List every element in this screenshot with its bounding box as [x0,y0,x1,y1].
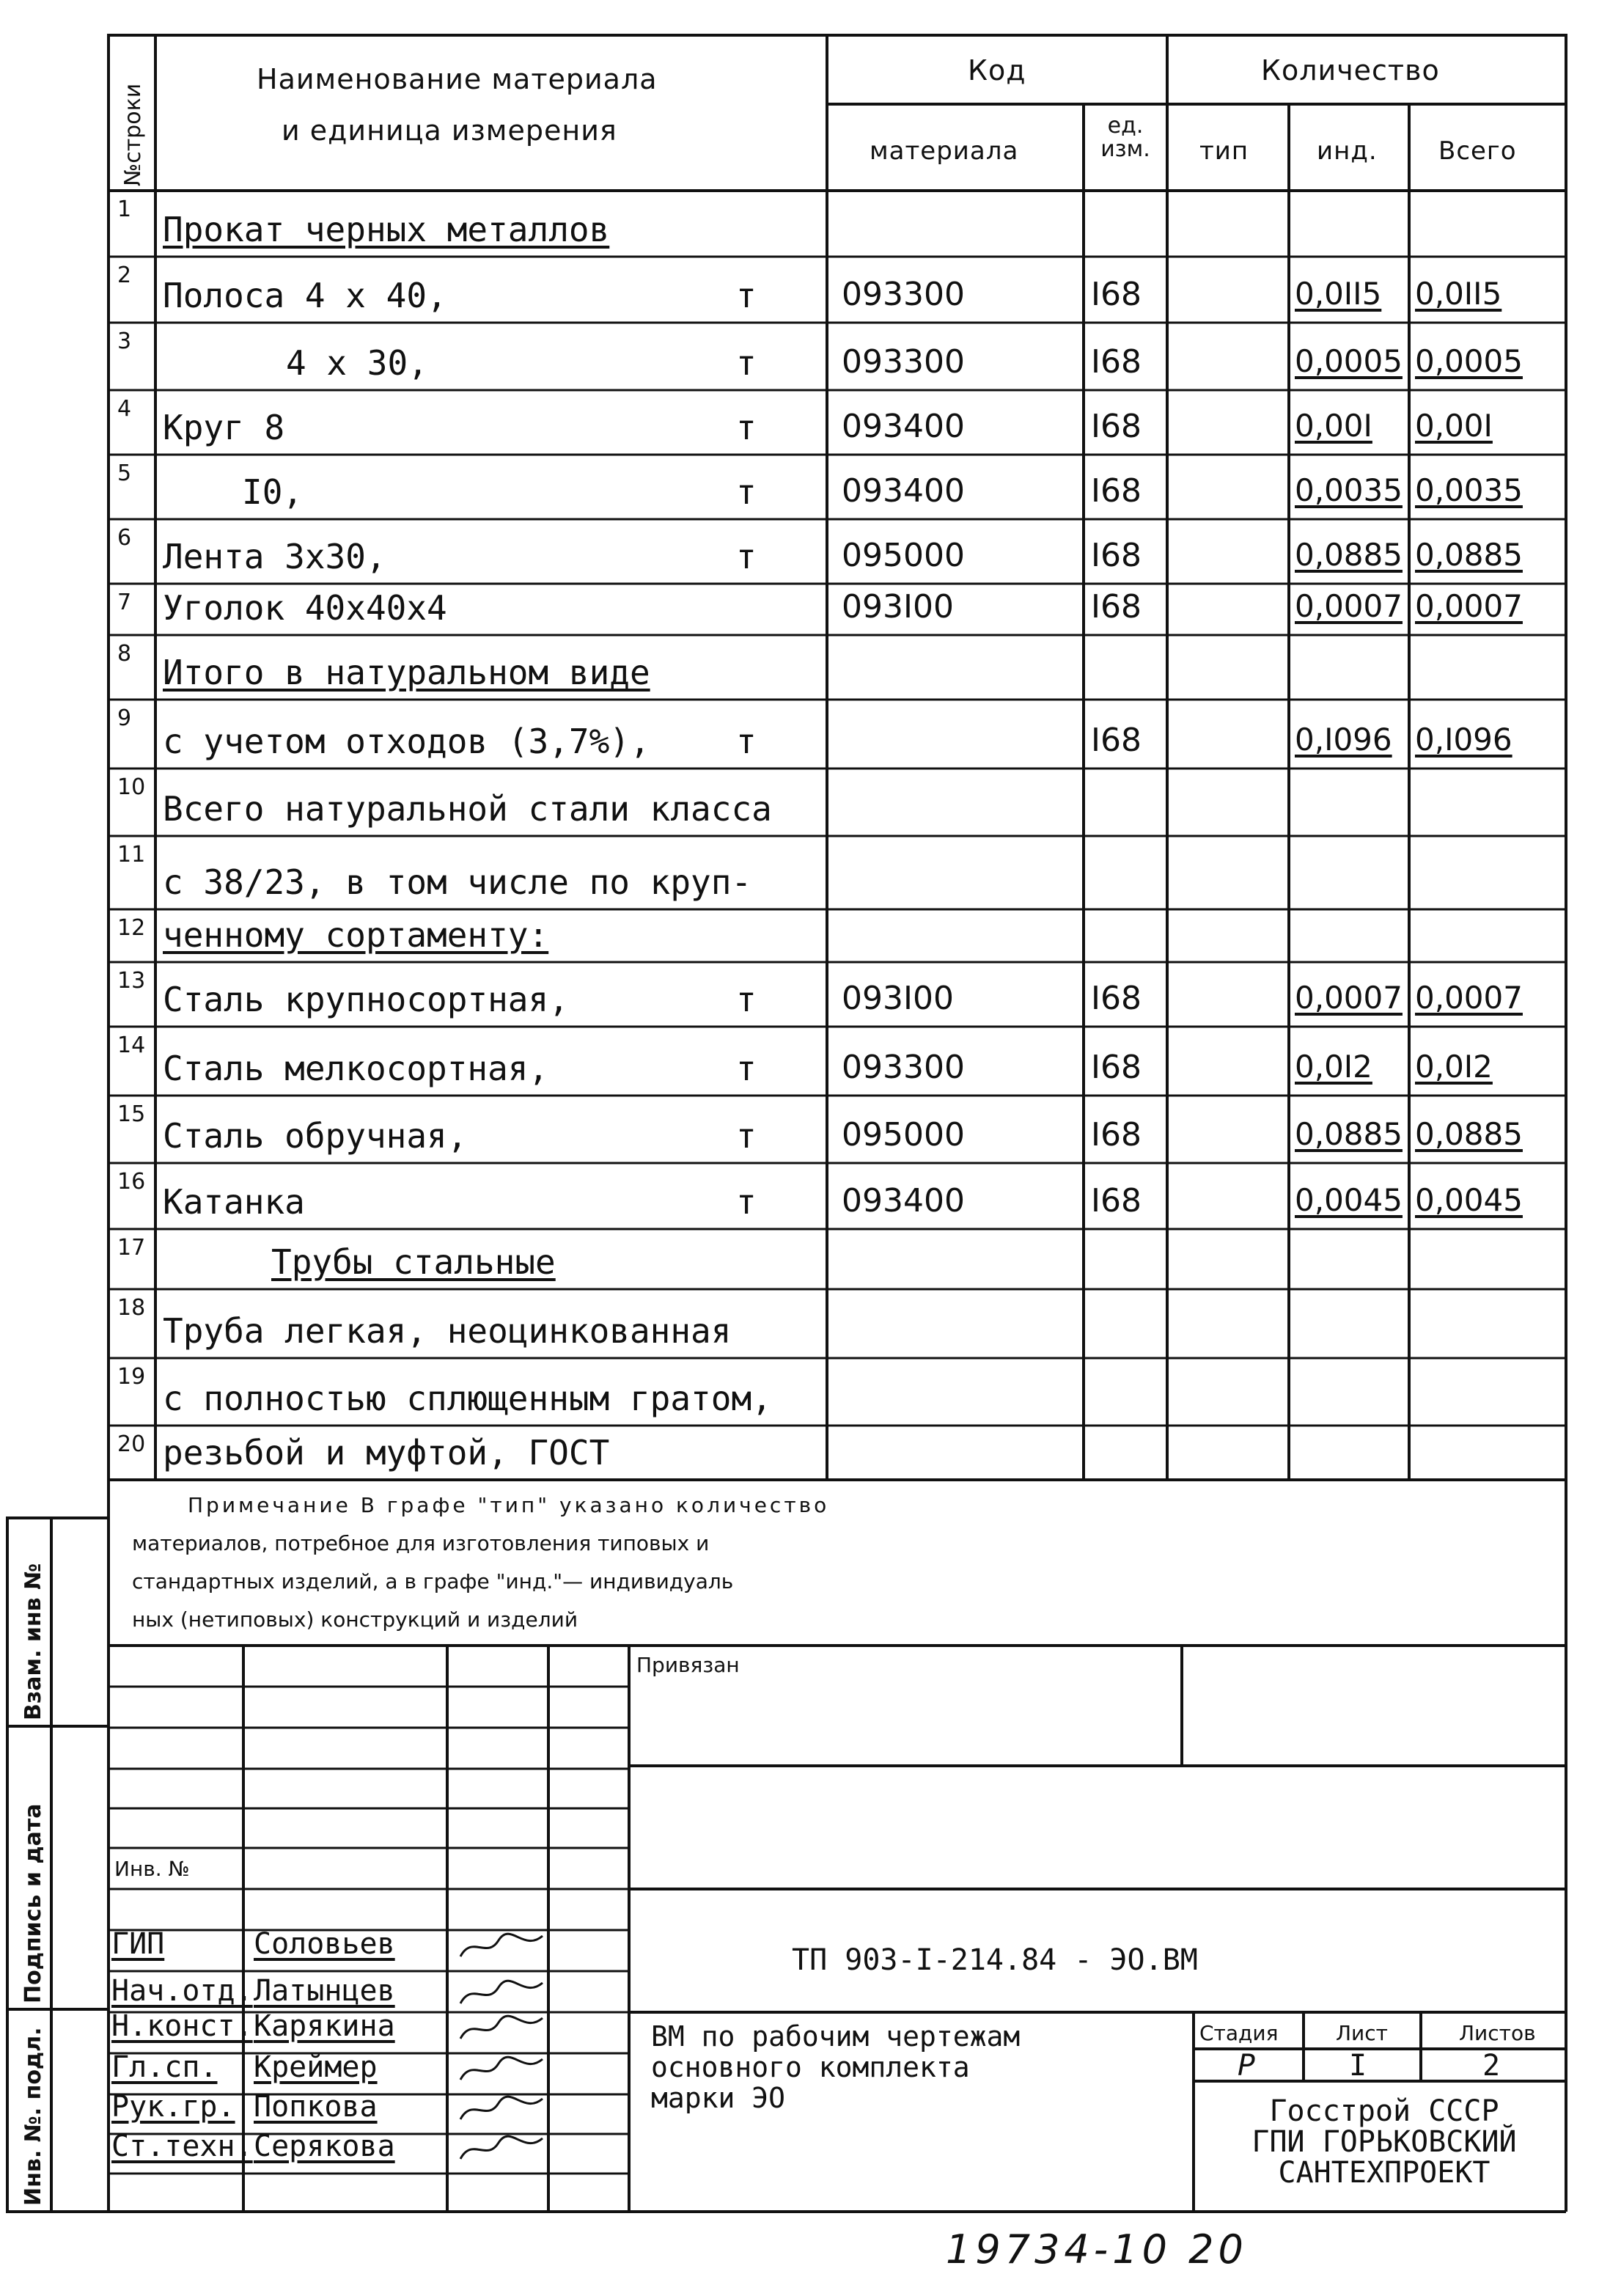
total-header: Всего [1438,136,1517,166]
unit-label: т [736,722,757,761]
total-quantity: 0,0I2 [1415,1049,1493,1085]
ind-quantity: 0,0885 [1295,537,1403,573]
total-quantity: 0,0II5 [1415,276,1502,312]
material-code: 093I00 [842,980,954,1017]
ind-quantity: 0,0007 [1295,980,1403,1016]
ind-quantity: 0,0035 [1295,472,1403,508]
material-name: резьбой и муфтой, ГОСТ [163,1433,610,1472]
org-line2: ГПИ ГОРЬКОВСКИЙ [1251,2125,1517,2159]
row-number: 13 [117,968,146,994]
privyazan-label: Привязан [636,1653,740,1677]
row-number: 20 [117,1431,146,1457]
row-number: 10 [117,774,146,800]
note-line2: материалов, потребное для изготовления типовых и [132,1531,710,1555]
ind-header: инд. [1317,136,1378,166]
row-number: 1 [117,197,132,222]
material-name: Итого в натуральном виде [163,653,650,692]
row-number: 18 [117,1295,146,1321]
signature-scribble [457,2012,545,2050]
title-line1: ВМ по рабочим чертежам [651,2020,1021,2053]
row-number: 8 [117,641,132,667]
signatory-name: Серякова [254,2130,395,2163]
material-name: ченному сортаменту: [163,915,549,955]
org-line3: САНТЕХПРОЕКТ [1278,2156,1490,2190]
total-quantity: 0,0007 [1415,588,1523,624]
signature-scribble [457,1977,545,2015]
organization [1202,2096,1566,2188]
row-number: 14 [117,1033,146,1058]
sheets-label: Листов [1459,2021,1536,2045]
ind-quantity: 0,0I2 [1295,1049,1372,1085]
name-header-line2: и единица измерения [282,114,617,147]
material-name: с полностью сплющенным гратом, [163,1379,772,1418]
stage-label: Стадия [1199,2021,1279,2045]
signatory-role: Ст.техн. [111,2130,253,2163]
unit-code: I68 [1091,980,1142,1017]
unit-header-line2: изм. [1100,136,1150,162]
drawing-designation: ТП 903-I-214.84 - ЭО.ВМ [792,1943,1198,1977]
unit-label: т [736,276,757,315]
row-number: 6 [117,525,132,551]
row-number: 2 [117,263,132,288]
row-number: 15 [117,1101,146,1127]
signatory-role: ГИП [111,1927,165,1961]
material-name: I0, [242,472,304,512]
total-quantity: 0,0007 [1415,980,1523,1016]
signatory-role: Гл.сп. [111,2050,218,2084]
row-number: 16 [117,1169,146,1195]
material-code-header: материала [870,136,1019,166]
unit-code: I68 [1091,1182,1142,1219]
row-number-header: №строки [120,83,146,186]
unit-label: т [736,980,757,1019]
material-code: 093400 [842,1182,965,1219]
material-name: Трубы стальные [271,1242,556,1282]
total-quantity: 0,0885 [1415,1116,1523,1152]
material-name: Полоса 4 х 40, [163,276,447,315]
signature-scribble [457,2132,545,2171]
margin-vzam-inv: Взам. инв № [21,1563,46,1720]
ind-quantity: 0,00I [1295,408,1372,444]
ind-quantity: 0,I096 [1295,722,1392,758]
total-quantity: 0,0885 [1415,537,1523,573]
signatory-role: Нач.отд. [111,1974,253,2008]
material-code: 095000 [842,1116,965,1153]
unit-label: т [736,1182,757,1222]
row-number: 5 [117,461,132,486]
material-code: 093300 [842,276,965,313]
ind-quantity: 0,0007 [1295,588,1403,624]
sheet-value: I [1349,2049,1367,2083]
material-name: Труба легкая, неоцинкованная [163,1311,732,1351]
material-name: с 38/23, в том числе по круп- [163,862,752,902]
unit-label: т [736,408,757,447]
signatory-role: Н.конст. [111,2009,253,2043]
name-header-line1: Наименование материала [257,63,658,95]
unit-code: I68 [1091,472,1142,510]
signatory-name: Попкова [254,2090,378,2124]
row-number: 11 [117,842,146,868]
type-header: тип [1199,136,1249,166]
total-quantity: 0,I096 [1415,722,1512,758]
material-name: Прокат черных металлов [163,210,610,249]
note-line4: ных (нетиповых) конструкций и изделий [132,1607,578,1632]
material-code: 093400 [842,472,965,510]
material-name: Круг 8 [163,408,285,447]
signatory-name: Креймер [254,2050,378,2084]
total-quantity: 0,00I [1415,408,1493,444]
ind-quantity: 0,0005 [1295,343,1403,379]
unit-label: т [736,537,757,576]
row-number: 4 [117,396,132,422]
material-name: Сталь обручная, [163,1116,468,1156]
archive-number: 19734-10 20 [946,2226,1248,2273]
ind-quantity: 0,0045 [1295,1182,1403,1218]
sheet-label: Лист [1336,2021,1388,2045]
stage-value: Р [1238,2049,1256,2083]
signature-scribble [457,2093,545,2131]
material-name: 4 х 30, [286,343,428,383]
signatory-name: Соловьев [254,1927,395,1961]
row-number: 19 [117,1364,146,1390]
document-title [651,2021,1020,2113]
code-header: Код [968,54,1026,87]
unit-label: т [736,1116,757,1156]
row-number: 9 [117,705,132,731]
row-number: 17 [117,1235,146,1261]
org-line1: Госстрой СССР [1269,2094,1499,2128]
material-name: Сталь крупносортная, [163,980,569,1019]
unit-label: т [736,472,757,512]
material-name: Уголок 40х40х4 [163,588,447,628]
title-line2: основного комплекта [651,2051,970,2083]
unit-code: I68 [1091,722,1142,759]
unit-code: I68 [1091,537,1142,574]
row-number: 12 [117,915,146,941]
signature-scribble [457,2053,545,2091]
signature-scribble [457,1930,545,1968]
unit-code: I68 [1091,1116,1142,1153]
material-code: 093300 [842,1049,965,1086]
material-code: 093I00 [842,588,954,626]
material-code: 093400 [842,408,965,445]
unit-label: т [736,343,757,383]
unit-code: I68 [1091,588,1142,626]
unit-code: I68 [1091,408,1142,445]
signatory-name: Карякина [254,2009,395,2043]
ind-quantity: 0,0885 [1295,1116,1403,1152]
row-number: 3 [117,329,132,354]
unit-label: т [736,1049,757,1088]
margin-signature-date: Подпись и дата [21,1803,46,2003]
unit-code: I68 [1091,276,1142,313]
title-line3: марки ЭО [651,2082,786,2114]
total-quantity: 0,0045 [1415,1182,1523,1218]
ind-quantity: 0,0II5 [1295,276,1382,312]
signatory-role: Рук.гр. [111,2090,235,2124]
note-line1: Примечание В графе "тип" указано количество [188,1493,830,1517]
note-line3: стандартных изделий, а в графе "инд."— индивидуаль [132,1569,734,1593]
unit-header-line1: ед. [1107,113,1144,139]
signatory-name: Латынцев [254,1974,395,2008]
unit-code: I68 [1091,343,1142,381]
material-code: 095000 [842,537,965,574]
total-quantity: 0,0035 [1415,472,1523,508]
material-name: с учетом отходов (3,7%), [163,722,650,761]
inv-no-label: Инв. № [114,1857,190,1881]
unit-code: I68 [1091,1049,1142,1086]
row-number: 7 [117,590,132,615]
material-name: Лента 3х30, [163,537,386,576]
unit-code-header [1084,114,1167,161]
material-name: Всего натуральной стали класса [163,789,772,829]
total-quantity: 0,0005 [1415,343,1523,379]
material-name: Катанка [163,1182,305,1222]
material-code: 093300 [842,343,965,381]
margin-inv-original: Инв. №. подл. [21,2027,46,2206]
quantity-header: Количество [1261,54,1440,87]
sheets-value: 2 [1482,2049,1501,2083]
material-name: Сталь мелкосортная, [163,1049,549,1088]
